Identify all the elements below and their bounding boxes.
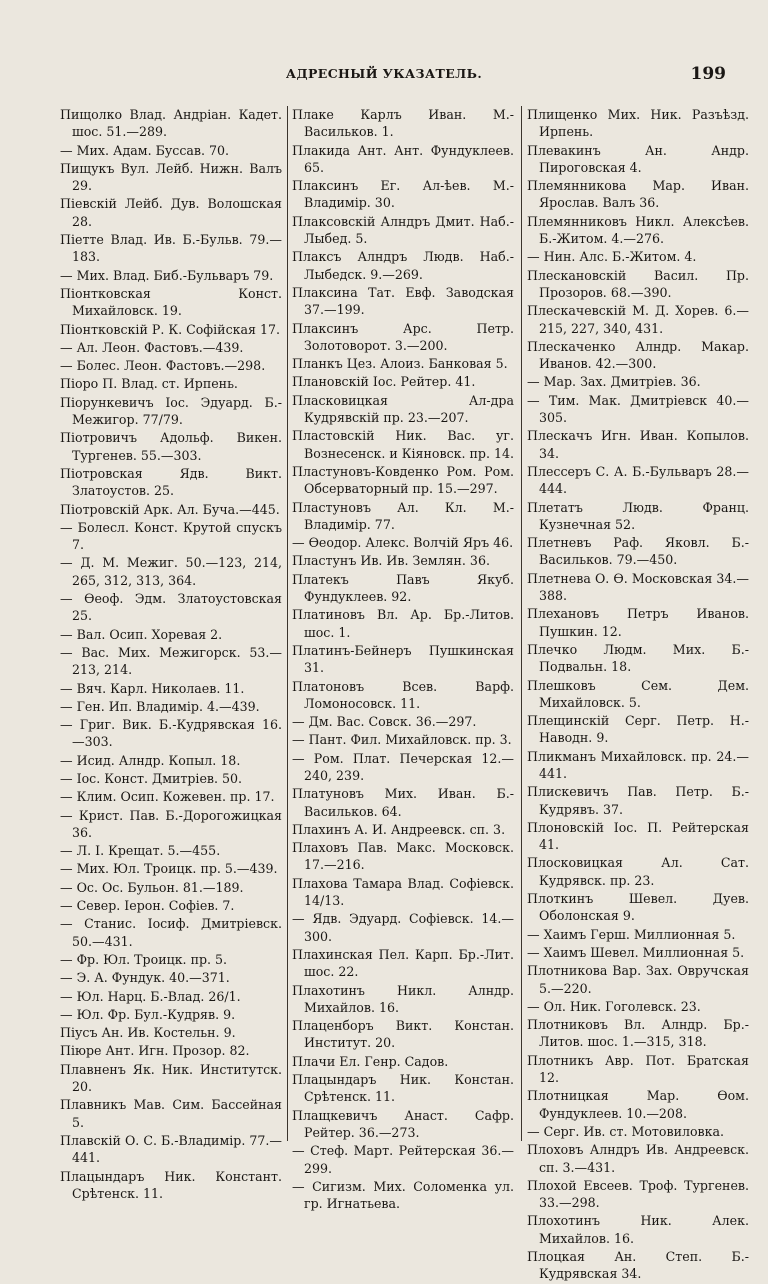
- directory-entry: Плискевичъ Пав. Петр. Б.-Кудрявъ. 37.: [527, 784, 749, 817]
- directory-entry: Плоцкая Ан. Степ. Б.-Кудрявская 34.: [527, 1249, 749, 1282]
- directory-entry: Платинъ-Бейнеръ Пушкинская 31.: [292, 642, 514, 676]
- page-number: 199: [690, 64, 726, 84]
- directory-entry: Пластунъ Ив. Ив. Землян. 36.: [292, 553, 490, 569]
- directory-entry: Піотровская Ядв. Викт. Златоустов. 25.: [60, 465, 282, 499]
- directory-entry: Планкъ Цез. Алоиз. Банковая 5.: [292, 356, 508, 372]
- column-divider: [287, 106, 288, 1141]
- directory-entry: Піонтковская Конст. Михайловск. 19.: [60, 285, 282, 319]
- directory-entry: — Стеф. Март. Рейтерская 36.—299.: [292, 1143, 514, 1176]
- directory-entry: Плевакинъ Ан. Андр. Пироговская 4.: [527, 142, 749, 175]
- directory-entry: — Мих. Юл. Троицк. пр. 5.—439.: [60, 861, 278, 877]
- directory-entry: — Юл. Нарц. Б.-Влад. 26/1.: [60, 988, 241, 1004]
- directory-entry: Пласковицкая Ал-дра Кудрявскій пр. 23.—207.: [292, 392, 514, 426]
- directory-entry: Пликманъ Михайловск. пр. 24.—441.: [527, 748, 749, 781]
- directory-entry: Плетневъ Раф. Яковл. Б.-Васильков. 79.—450.: [527, 535, 749, 568]
- directory-entry: — Ол. Ник. Гоголевск. 23.: [527, 998, 701, 1014]
- directory-entry: Племянникова Мар. Иван. Ярослав. Валъ 36.: [527, 178, 749, 211]
- directory-entry: — Мих. Адам. Буссав. 70.: [60, 142, 230, 158]
- directory-entry: Плахинъ А. И. Андреевск. сп. 3.: [292, 821, 506, 837]
- directory-entry: Плескачевскій М. Д. Хорев. 6.—215, 227, 340, 431.: [527, 303, 749, 336]
- directory-entry: Плавникъ Мав. Сим. Бассейная 5.: [60, 1097, 282, 1130]
- directory-entry: — Юл. Фр. Бул.-Кудряв. 9.: [60, 1006, 236, 1022]
- directory-entry: — Ос. Ос. Бульон. 81.—189.: [60, 879, 244, 895]
- directory-entry: — Нин. Алс. Б.-Житом. 4.: [527, 249, 697, 265]
- page-title: АДРЕСНЫЙ УКАЗАТЕЛЬ.: [285, 66, 483, 81]
- directory-entry: — Клим. Осип. Кожевен. пр. 17.: [60, 789, 275, 805]
- directory-entry: Плоткинъ Шевел. Дуев. Оболонская 9.: [527, 891, 749, 924]
- directory-entry: — Ѳеодор. Алекс. Волчій Яръ 46.: [292, 535, 514, 551]
- directory-entry: — Тим. Мак. Дмитріевск 40.—305.: [527, 392, 749, 426]
- directory-entry: Піетте Влад. Ив. Б.-Бульв. 79.—183.: [60, 232, 282, 265]
- directory-entry: Піотровичъ Адольф. Викен. Тургенев. 55.—303.: [60, 430, 282, 463]
- directory-entry: Плескановскій Васил. Пр. Прозоров. 68.—390.: [527, 267, 749, 300]
- directory-entry: Піусъ Ан. Ив. Костельн. 9.: [60, 1025, 236, 1041]
- directory-entry: Платоновъ Всев. Варф. Ломоносовск. 11.: [292, 678, 514, 711]
- directory-entry: — Станис. Іосиф. Дмитріевск. 50.—431.: [60, 916, 282, 949]
- directory-entry: — Исид. Алндр. Копыл. 18.: [60, 752, 241, 768]
- column-divider: [521, 106, 522, 1141]
- directory-entry: Плаке Карлъ Иван. М.-Васильков. 1.: [292, 107, 514, 140]
- directory-entry: Плищенко Мих. Ник. Разъѣзд. Ирпень.: [527, 107, 749, 140]
- directory-column-middle: [292, 106, 514, 1213]
- directory-entry: — Григ. Вик. Б.-Кудрявская 16.—303.: [60, 717, 282, 750]
- directory-entry: — Фр. Юл. Троицк. пр. 5.: [60, 951, 228, 967]
- directory-entry: Плацындаръ Ник. Констант. Срѣтенск. 11.: [60, 1168, 282, 1201]
- directory-entry: — Мих. Влад. Биб.-Бульваръ 79.: [60, 267, 274, 283]
- directory-entry: Пищукъ Вул. Лейб. Нижн. Валъ 29.: [60, 160, 282, 194]
- directory-entry: Плоховъ Алндръ Ив. Андреевск. сп. 3.—431.: [527, 1142, 749, 1175]
- directory-entry: Плаксинъ Ег. Ал-ѣев. М.-Владимір. 30.: [292, 178, 514, 211]
- directory-entry: — Хаимъ Шевел. Миллионная 5.: [527, 944, 745, 960]
- directory-entry: Піорункевичъ Іос. Эдуард. Б.-Межигор. 77/79.: [60, 394, 282, 428]
- directory-entry: — Л. І. Крещат. 5.—455.: [60, 843, 221, 859]
- directory-entry: Плачи Ел. Генр. Садов.: [292, 1053, 449, 1069]
- directory-entry: Платиновъ Вл. Ар. Бр.-Литов. шос. 1.: [292, 607, 514, 640]
- directory-entry: Плаценборъ Викт. Констан. Институт. 20.: [292, 1018, 514, 1051]
- directory-entry: — Крист. Пав. Б.-Дорогожицкая 36.: [60, 807, 282, 840]
- directory-entry: Піюре Ант. Игн. Прозор. 82.: [60, 1043, 250, 1059]
- directory-entry: Плаксовскій Алндръ Дмит. Наб.-Лыбед. 5.: [292, 213, 514, 247]
- directory-entry: Плохой Евсеев. Троф. Тургенев. 33.—298.: [527, 1177, 749, 1211]
- directory-entry: Плехановъ Петръ Иванов. Пушкин. 12.: [527, 606, 749, 639]
- directory-entry: — Дм. Вас. Совск. 36.—297.: [292, 714, 477, 730]
- directory-entry: — Ал. Леон. Фастовъ.—439.: [60, 339, 244, 355]
- directory-entry: Плавскій О. С. Б.-Владимір. 77.—441.: [60, 1132, 282, 1166]
- directory-entry: Плетнева О. Ѳ. Московская 34.—388.: [527, 570, 749, 604]
- directory-entry: Плановскій Іос. Рейтер. 41.: [292, 374, 476, 390]
- directory-entry: Пластуновъ-Ковденко Ром. Ром. Обсерваторный пр. 15.—297.: [292, 463, 514, 497]
- directory-entry: — Вас. Мих. Межигорск. 53.—213, 214.: [60, 644, 282, 678]
- directory-entry: Плаксъ Алндръ Людв. Наб.-Лыбедск. 9.—269.: [292, 249, 514, 282]
- directory-entry: Плескачъ Игн. Иван. Копылов. 34.: [527, 428, 749, 461]
- directory-entry: Плавненъ Як. Ник. Институтск. 20.: [60, 1061, 282, 1095]
- directory-entry: Піоро П. Влад. ст. Ирпень.: [60, 376, 238, 392]
- directory-entry: Піонтковскій Р. К. Софійская 17.: [60, 321, 280, 337]
- directory-column-right: [527, 106, 749, 1284]
- directory-entry: — Хаимъ Герш. Миллионная 5.: [527, 926, 736, 942]
- directory-entry: Плетатъ Людв. Франц. Кузнечная 52.: [527, 499, 749, 532]
- directory-column-left: [60, 106, 282, 1203]
- directory-entry: Пластуновъ Ал. Кл. М.-Владимір. 77.: [292, 499, 514, 532]
- directory-entry: Плаховъ Пав. Макс. Московск. 17.—216.: [292, 840, 514, 873]
- directory-entry: Плосковицкая Ал. Сат. Кудрявск. пр. 23.: [527, 855, 749, 888]
- directory-entry: — Д. М. Межиг. 50.—123, 214, 265, 312, 313, 364.: [60, 555, 282, 588]
- directory-entry: Плохотинъ Ник. Алек. Михайлов. 16.: [527, 1213, 749, 1246]
- directory-entry: Плотниковъ Вл. Алндр. Бр.-Литов. шос. 1.—315, 318.: [527, 1017, 749, 1050]
- directory-entry: Плессеръ С. А. Б.-Бульваръ 28.—444.: [527, 463, 749, 497]
- directory-entry: Плескаченко Алндр. Макар. Иванов. 42.—300.: [527, 338, 749, 372]
- directory-entry: — Болесл. Конст. Крутой спускъ 7.: [60, 519, 282, 553]
- directory-entry: Плечко Людм. Мих. Б.-Подвальн. 18.: [527, 641, 749, 675]
- directory-entry: Плахова Тамара Влад. Софіевск. 14/13.: [292, 875, 514, 909]
- directory-entry: Плакида Ант. Ант. Фундуклеев. 65.: [292, 142, 514, 175]
- directory-entry: Пластовскій Ник. Вас. уг. Вознесенск. и Кіяновск. пр. 14.: [292, 428, 514, 461]
- directory-entry: — Вал. Осип. Хоревая 2.: [60, 626, 223, 642]
- directory-entry: — Пант. Фил. Михайловск. пр. 3.: [292, 732, 512, 748]
- directory-entry: — Ѳеоф. Эдм. Златоустовская 25.: [60, 591, 282, 624]
- directory-entry: Піотровскій Арк. Ал. Буча.—445.: [60, 501, 280, 517]
- directory-entry: Плащкевичъ Анаст. Сафр. Рейтер. 36.—273.: [292, 1107, 514, 1140]
- directory-entry: — Мар. Зах. Дмитріев. 36.: [527, 374, 701, 390]
- directory-entry: Плаксина Тат. Евф. Заводская 37.—199.: [292, 284, 514, 318]
- directory-entry: Плоновскій Іос. П. Рейтерская 41.: [527, 819, 749, 853]
- directory-entry: Плацындаръ Ник. Констан. Срѣтенск. 11.: [292, 1072, 514, 1105]
- directory-entry: — Серг. Ив. ст. Мотовиловка.: [527, 1123, 725, 1139]
- directory-entry: Платекъ Павъ Якуб. Фундуклеев. 92.: [292, 571, 514, 605]
- directory-entry: Пищолко Влад. Андріан. Кадет. шос. 51.—289.: [60, 107, 282, 140]
- directory-entry: — Ядв. Эдуард. Софіевск. 14.—300.: [292, 911, 514, 944]
- directory-entry: Плахинская Пел. Карп. Бр.-Лит. шос. 22.: [292, 946, 514, 980]
- directory-entry: Племянниковъ Никл. Алексѣев. Б.-Житом. 4.—276.: [527, 213, 749, 247]
- directory-entry: Плахотинъ Никл. Алндр. Михайлов. 16.: [292, 982, 514, 1015]
- directory-entry: Платуновъ Мих. Иван. Б.-Васильков. 64.: [292, 786, 514, 819]
- directory-entry: — Ром. Плат. Печерская 12.—240, 239.: [292, 750, 514, 783]
- directory-entry: Плаксинъ Арс. Петр. Золотоворот. 3.—200.: [292, 320, 514, 353]
- directory-entry: Плотницкая Мар. Ѳом. Фундуклеев. 10.—208.: [527, 1088, 749, 1121]
- directory-entry: — Болес. Леон. Фастовъ.—298.: [60, 358, 266, 374]
- directory-entry: — Ген. Ип. Владимір. 4.—439.: [60, 698, 260, 714]
- directory-entry: Плещинскій Серг. Петр. Н.-Наводн. 9.: [527, 713, 749, 746]
- directory-entry: — Вяч. Карл. Николаев. 11.: [60, 680, 245, 696]
- directory-entry: Плотникова Вар. Зах. Овручская 5.—220.: [527, 963, 749, 996]
- directory-entry: — Э. А. Фундук. 40.—371.: [60, 970, 230, 986]
- directory-entry: — Север. Іерон. Софіев. 7.: [60, 898, 235, 914]
- directory-entry: Піевскій Лейб. Дув. Волошская 28.: [60, 196, 282, 229]
- directory-entry: Плешковъ Сем. Дем. Михайловск. 5.: [527, 677, 749, 710]
- directory-entry: Плотникъ Авр. Пот. Братская 12.: [527, 1052, 749, 1086]
- directory-entry: — Іос. Конст. Дмитріев. 50.: [60, 770, 243, 786]
- directory-entry: — Сигизм. Мих. Соломенка ул. гр. Игнатьева.: [292, 1178, 514, 1212]
